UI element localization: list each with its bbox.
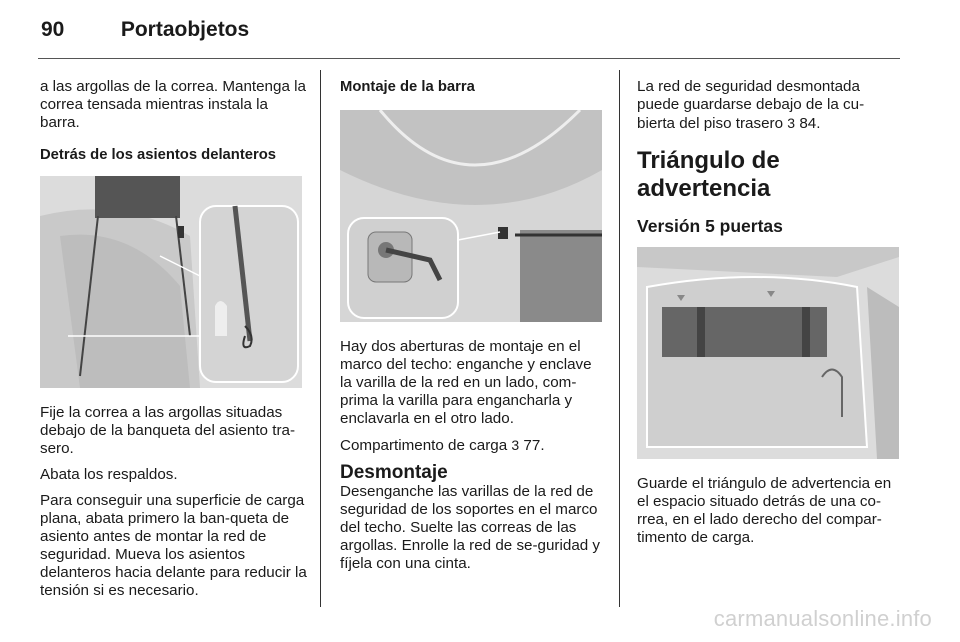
col2-paragraph-3: Desenganche las varillas de la red de seguridad de los soportes en el marco del techo. Suelte las correas de las argollas. Enrolle la red de se-guridad y fíjela con una cinta. — [340, 483, 601, 572]
cargo-compartment-illustration — [637, 247, 899, 459]
col1-heading: Detrás de los asientos delanteros — [40, 147, 277, 163]
roof-mounting-illustration — [340, 110, 602, 322]
watermark: carmanualsonline.info — [713, 606, 932, 631]
col2-paragraph-2 — [340, 436, 605, 455]
floor-cover-ref[interactable]: 84. — [799, 115, 821, 132]
cargo-compartment-text: Compartimento de carga — [340, 437, 508, 454]
page-ref-arrow-icon: 3 — [511, 437, 520, 453]
cargo-compartment-ref[interactable]: 77. — [523, 437, 545, 454]
col3-subheading: Versión 5 puertas — [637, 216, 783, 236]
col1-paragraph-1: a las argollas de la correa. Mantenga la correa tensada mientras instala la barra. — [40, 78, 306, 131]
column-divider-2 — [619, 70, 620, 607]
column-1 — [40, 78, 308, 608]
col1-paragraph-3: Abata los respaldos. — [40, 466, 178, 483]
col1-paragraph-2: Fije la correa a las argollas situadas debajo de la banqueta del asiento tra-sero. — [40, 404, 296, 457]
col2-heading: Montaje de la barra — [340, 79, 475, 95]
col3-paragraph-1-text: La red de seguridad desmontada puede guardarse debajo de la cu-bierta del piso trasero — [637, 78, 865, 132]
col3-paragraph-1 — [637, 78, 902, 133]
col2-heading-2: Desmontaje — [340, 462, 448, 483]
col3-paragraph-2: Guarde el triángulo de advertencia en el espacio situado detrás de una co-rrea, en el lado derecho del compar-timento de carga. — [637, 475, 892, 546]
col2-paragraph-1: Hay dos aberturas de montaje en el marco del techo: enganche y enclave la varilla de la red en un lado, com-prima la varilla para engancharla y enclavarla en el otro lado. — [340, 338, 592, 427]
section-title-warning-triangle: Triángulo de advertencia — [637, 147, 780, 202]
col1-paragraph-4: Para conseguir una superficie de carga plana, abata primero la ban-queta de asiento antes de montar la red de seguridad. Mueva los asientos delanteros hacia delante para reducir la tensión si es necesario. — [40, 492, 307, 599]
page-number: 90 — [41, 18, 65, 41]
page-title: Portaobjetos — [120, 18, 250, 41]
header-rule — [38, 58, 900, 59]
column-divider-1 — [320, 70, 321, 607]
column-2 — [340, 78, 605, 581]
column-3 — [637, 78, 902, 555]
page-ref-arrow-icon: 3 — [787, 115, 796, 131]
page-header — [41, 18, 249, 42]
rear-seat-strap-illustration — [40, 176, 302, 388]
